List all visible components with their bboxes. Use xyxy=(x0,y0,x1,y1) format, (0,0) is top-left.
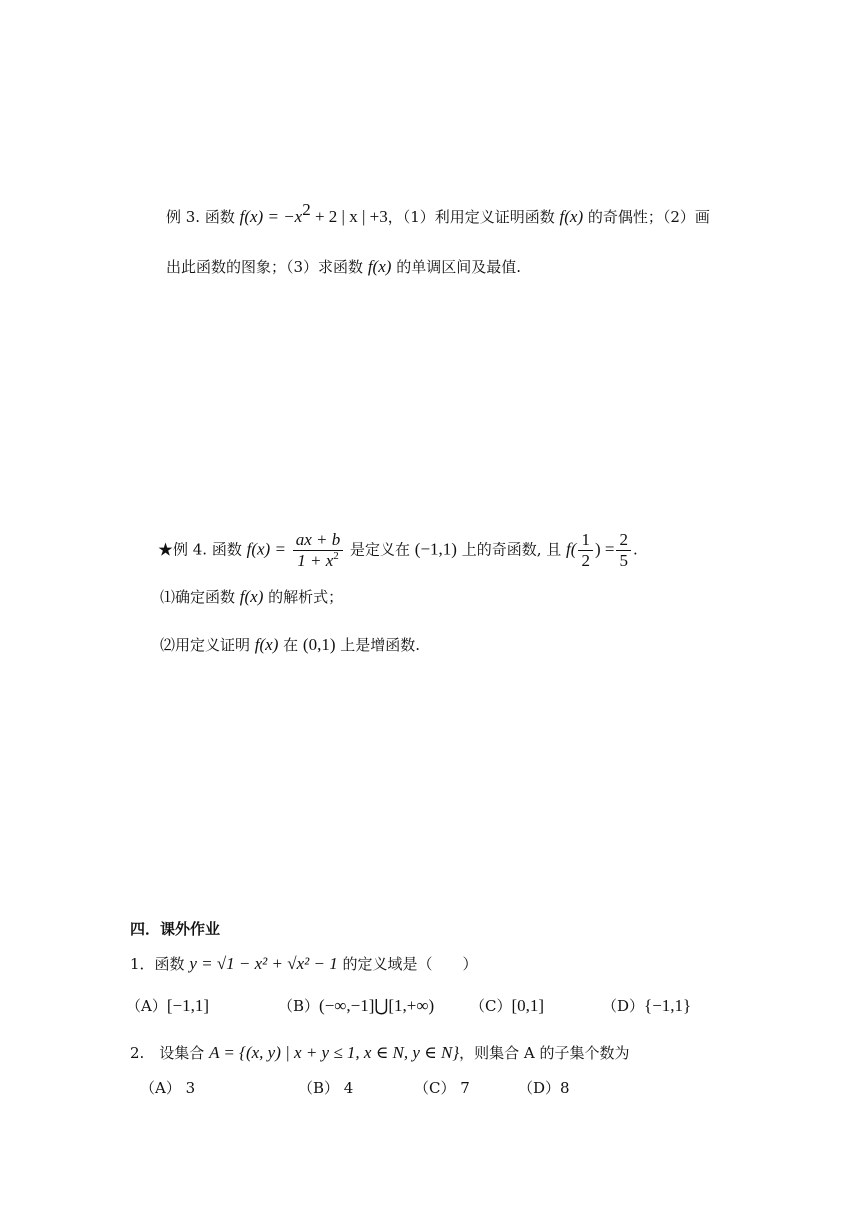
homework-q2-suffix: ，则集合 A 的子集个数为 xyxy=(459,1044,630,1062)
example4-half-den: 2 xyxy=(581,551,590,570)
homework-q1-option-a[interactable] xyxy=(126,995,209,1016)
homework-q1-option-c[interactable] xyxy=(470,995,544,1016)
example4-val-num: 2 xyxy=(616,530,631,551)
example3-prefix: 例 3. 函数 xyxy=(166,208,240,226)
option-label: （C） xyxy=(414,1079,456,1097)
example4-q2-suffix: 上是增函数. xyxy=(335,636,421,654)
example4-f-of: f( xyxy=(566,539,577,559)
homework-q2-option-c[interactable] xyxy=(414,1077,470,1098)
example3-suffix: 的奇偶性；（2）画 xyxy=(583,208,710,226)
example4-q2-fx: f(x) xyxy=(254,635,279,654)
option-label: （A） xyxy=(140,1079,181,1097)
option-label: （C） xyxy=(470,997,512,1015)
homework-q1-option-b[interactable] xyxy=(278,995,434,1016)
homework-q1-formula: y = √1 − x² + √x² − 1 xyxy=(189,954,338,973)
example4-eq-close: ) = xyxy=(594,539,615,559)
example3-middle: ，（1）利用定义证明函数 xyxy=(387,208,560,226)
example3-line2-prefix: 出此函数的图象；（3）求函数 xyxy=(166,258,368,276)
homework-q1 xyxy=(130,953,477,974)
example4-half-num: 1 xyxy=(578,530,593,551)
example4-statement xyxy=(158,530,638,571)
option-label: （D） xyxy=(518,1079,561,1097)
example3-line2 xyxy=(166,256,521,277)
example4-end: . xyxy=(632,540,638,559)
example4-func-lhs: f(x) = xyxy=(246,539,286,559)
example4-frac-num: ax + b xyxy=(293,530,344,551)
homework-q2-option-b[interactable] xyxy=(298,1077,353,1098)
homework-heading: 四．课外作业 xyxy=(130,920,221,938)
homework-q1-suffix: 的定义域是（ ） xyxy=(337,955,478,973)
option-value: (−∞,−1]⋃[1,+∞) xyxy=(319,996,435,1015)
example4-fraction xyxy=(293,530,344,571)
option-value: 8 xyxy=(560,1079,570,1097)
example4-star-label: ★例 4. 函数 xyxy=(158,540,247,559)
option-label: （D） xyxy=(602,997,645,1015)
example4-q1-suffix: 的解析式； xyxy=(263,588,344,606)
example3-line1 xyxy=(166,200,710,227)
option-value: 7 xyxy=(455,1079,470,1097)
option-value: 3 xyxy=(180,1079,196,1097)
homework-q1-prefix: 1．函数 xyxy=(130,955,190,973)
example4-middle2: 上的奇函数, 且 xyxy=(456,540,567,559)
example4-q2 xyxy=(160,634,420,655)
homework-q2-formula: A = {(x, y) | x + y ≤ 1, x ∈ N, y ∈ N} xyxy=(209,1043,460,1062)
example4-interval: (−1,1) xyxy=(414,539,457,559)
option-value: 4 xyxy=(339,1079,354,1097)
example3-line2-suffix: 的单调区间及最值. xyxy=(391,258,521,276)
example4-frac-den-sup: 2 xyxy=(333,550,339,562)
option-label: （A） xyxy=(126,997,167,1015)
example3-fx1: f(x) xyxy=(559,207,584,226)
example3-func-rhs: + 2 | x | +3 xyxy=(310,207,388,226)
option-label: （B） xyxy=(278,997,320,1015)
example4-val-den: 5 xyxy=(619,551,628,570)
example4-q1-fx: f(x) xyxy=(239,587,264,606)
example4-q1 xyxy=(160,586,343,607)
example4-q2-prefix: ⑵用定义证明 xyxy=(160,636,255,654)
example3-func-sup: 2 xyxy=(302,200,311,219)
option-value: {−1,1} xyxy=(644,996,692,1015)
homework-q2-prefix: 2. 设集合 xyxy=(130,1044,210,1062)
homework-q2 xyxy=(130,1042,630,1063)
example4-half xyxy=(578,530,593,571)
example3-func-lhs: f(x) = −x xyxy=(239,207,303,226)
option-label: （B） xyxy=(298,1079,340,1097)
example4-q2-mid: 在 xyxy=(278,636,303,654)
example4-value xyxy=(616,530,631,571)
example3-fx2: f(x) xyxy=(367,257,392,276)
example4-q2-interval: (0,1) xyxy=(302,635,336,654)
example4-frac-den: 1 + x xyxy=(297,551,334,570)
example4-middle: 是定义在 xyxy=(345,540,415,559)
homework-q2-option-a[interactable] xyxy=(140,1077,195,1098)
homework-q2-option-d[interactable] xyxy=(518,1077,570,1098)
homework-q1-option-d[interactable] xyxy=(602,995,691,1016)
option-value: [−1,1] xyxy=(166,996,210,1015)
option-value: [0,1] xyxy=(511,996,545,1015)
example4-q1-prefix: ⑴确定函数 xyxy=(160,588,240,606)
